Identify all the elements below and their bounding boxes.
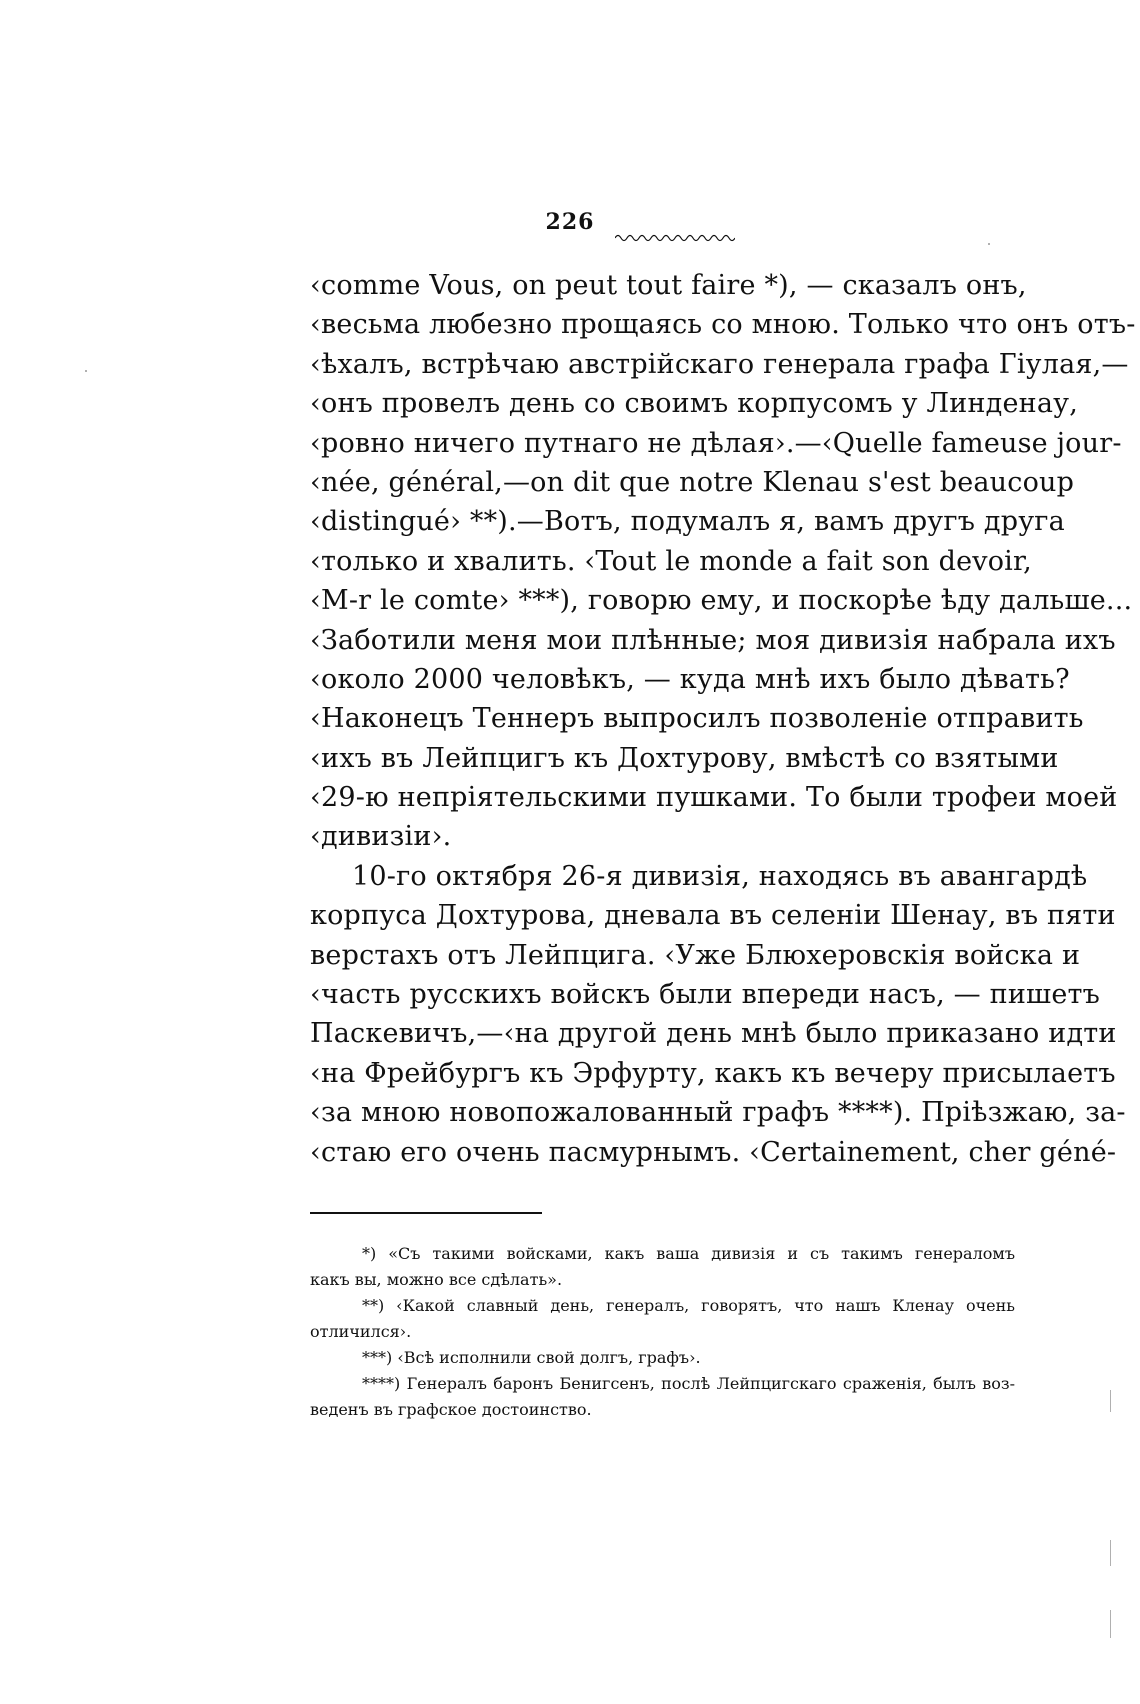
body-line: ‹Наконецъ Теннеръ выпросилъ позволеніе отправить — [310, 703, 1084, 735]
footnotes — [310, 1241, 1015, 1423]
body-line: ‹M-r le comte› ***), говорю ему, и поскорѣе ѣду дальше... — [310, 585, 1133, 617]
body-line: ‹née, général,—on dit que notre Klenau s'est beaucoup — [310, 466, 1075, 498]
footnote-line: какъ вы, можно все сдѣлать». — [310, 1270, 563, 1289]
body-line: ‹часть русскихъ войскъ были впереди насъ, — пишетъ — [310, 979, 1101, 1011]
scan-margin-mark — [988, 243, 990, 245]
body-line: ‹29-ю непріятельскими пушками. То были трофеи моей — [310, 782, 1118, 814]
body-line: ‹ровно ничего путнаго не дѣлая›.—‹Quelle fameuse jour- — [310, 427, 1122, 459]
scan-margin-mark — [1110, 1390, 1111, 1412]
page-number: 226 — [545, 209, 595, 235]
body-line: ‹стаю его очень пасмурнымъ. ‹Certainement, cher géné- — [310, 1136, 1117, 1168]
body-line: ‹весьма любезно прощаясь со мною. Только что онъ отъ- — [310, 309, 1136, 341]
body-text — [310, 266, 1136, 1172]
body-line: ‹за мною новопожалованный графъ ****). Пріѣзжаю, за- — [310, 1097, 1126, 1129]
footnote-line: ****) Генералъ баронъ Бенигсенъ, послѣ Лейпцигскаго сраженія, былъ воз- — [362, 1374, 1015, 1393]
body-line: корпуса Дохтурова, дневала въ селеніи Шенау, въ пяти — [310, 900, 1116, 932]
footnote-line: веденъ въ графское достоинство. — [310, 1400, 592, 1419]
footnote-line: **) ‹Какой славный день, генералъ, говорятъ, что нашъ Кленау очень — [362, 1296, 1015, 1315]
body-line: ‹на Фрейбургъ къ Эрфурту, какъ къ вечеру присылаетъ — [310, 1057, 1116, 1089]
body-line: Паскевичъ,—‹на другой день мнѣ было приказано идти — [310, 1018, 1117, 1050]
footnote-line: *) «Съ такими войсками, какъ ваша дивизія и съ такимъ генераломъ — [362, 1244, 1015, 1263]
body-line: ‹comme Vous, on peut tout faire *), — сказалъ онъ, — [310, 270, 1027, 301]
page-number-ornament — [615, 232, 735, 244]
body-line: ‹distingué› **).—Вотъ, подумалъ я, вамъ другъ друга — [310, 506, 1065, 538]
body-line: ‹Заботили меня мои плѣнные; моя дивизія набрала ихъ — [310, 624, 1116, 656]
scan-margin-mark — [85, 370, 87, 372]
body-line: ‹около 2000 человѣкъ, — куда мнѣ ихъ было дѣвать? — [310, 663, 1070, 695]
body-line: ‹только и хвалить. ‹Tout le monde a fait son devoir, — [310, 545, 1032, 577]
body-line: ‹онъ провелъ день со своимъ корпусомъ у Линденау, — [310, 388, 1079, 420]
body-line: верстахъ отъ Лейпцига. ‹Уже Блюхеровскія войска и — [310, 939, 1081, 971]
scan-margin-mark — [1110, 1540, 1111, 1566]
footnote-line: ***) ‹Всѣ исполнили свой долгъ, графъ›. — [362, 1348, 701, 1367]
body-line: 10-го октября 26-я дивизія, находясь въ авангардѣ — [352, 860, 1088, 892]
body-line: ‹ихъ въ Лейпцигъ къ Дохтурову, вмѣстѣ со взятыми — [310, 742, 1059, 774]
footnote-separator — [310, 1212, 542, 1214]
body-line: ‹ѣхалъ, встрѣчаю австрійскаго генерала графа Гіулая,— — [310, 348, 1129, 380]
body-line: ‹дивизіи›. — [310, 821, 452, 853]
footnote-line: отличился›. — [310, 1322, 412, 1341]
scan-margin-mark — [1110, 1610, 1111, 1638]
